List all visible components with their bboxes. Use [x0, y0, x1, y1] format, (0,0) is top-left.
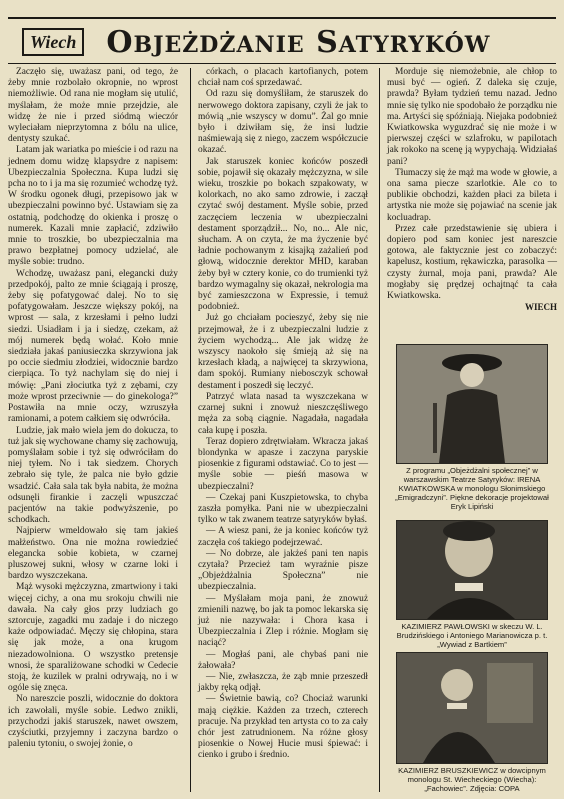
photo-kwiatkowska — [396, 344, 548, 464]
photo-bruszkiewicz — [396, 652, 548, 764]
article-column-3 — [387, 67, 557, 313]
header-rule — [8, 63, 556, 64]
photo-caption-3: KAZIMIERZ BRUSZKIEWICZ w dowcipnym monologu St. Wiecheckiego (Wiecha): „Fachowiec”. Zdjęcia: COPA — [398, 766, 546, 793]
paragraph: Zaczęło się, uważasz pani, od tego, że żeby mnie rozbolało okropnie, no wprost niemożliwie. Od rana nie mogłam się utulić, myślałam, że może mnie przejdzie, ale widzę że nie i przed siódmą wieczór wyleciałam nieprzytomna z bólu na ulice, dentysty szukać. — [8, 67, 178, 145]
column-divider-1 — [190, 68, 191, 792]
paragraph: Już go chciałam pocieszyć, żeby się nie przejmował, że i z ubezpieczalni ludzie z życiem wychodzą... Ale jak widzę że wszyscy naokoło się śmieją aż się na krzesłach kładą, a najwięcej ta skrzywiona, dam spokój. Rumiany niebosczyk schował destament i poszedł się leczyć. — [198, 313, 368, 391]
article-column-1 — [8, 67, 178, 795]
paragraph: Od razu się domyśliłam, że staruszek do nerwowego doktora zapisany, czyli że jak to mówią „nie wszyscy w domu”. Żal go mnie było i dziwiłam się, że insi ludzie naśmiewają się z niego, zaczem współczucie okazać. — [198, 89, 368, 156]
paragraph: — A wiesz pani, że ja koniec końców tyż zaczęła coś takiego podejrzewać. — [198, 526, 368, 548]
paragraph: Latam jak wariatka po mieście i od razu na jednem domu widzę klapsydre z napisem: Ubezpieczalnia Społeczna. Kupa ludzi się pcha no to i ja ma się rozumieć wchodzę tyż. W środku ogonek długi, przepisowo jak w ubezpieczalni powinno być. Ustawiam się za ostatnią, podchodzę do okienka i proszę o numerek. Kazali mnie zapłacić, zdziwiło mnie to troszkie, bo ubezpieczalnia ma prawo bezpłatnej pomocy udzielać, ale myśle sobie: trudno. — [8, 145, 178, 268]
photo-caption-2: KAZIMIERZ PAWŁOWSKI w skeczu W. L. Brudzińskiego i Antoniego Marianowicza p. t. „Wywiad z Bartkiem” — [396, 622, 548, 649]
paragraph: — Nie, zwłaszcza, że ząb mnie przeszedł jakby ręką odjął. — [198, 671, 368, 694]
paragraph: Teraz dopiero zdrętwiałam. Wkracza jakaś blondynka w apasze i zaczyna paryskie piosenkie z figurami odstawiać. Co to jest — myśle sobie — pieśń masowa w ubezpieczalni? — [198, 436, 368, 492]
paragraph: Tłumaczy się że mąż ma wode w głowie, a ona sama piecze szarlotkie. Ale co to publikie obchodzi, każden płaci za bileta i artystka nie może się pojawiać na scenie jak kocluadrap. — [387, 167, 557, 223]
paragraph: — No dobrze, ale jakżeś pani ten napis czytała? Przecież tam wyraźnie pisze „Objeżdżalnia Społeczna” nie ubezpieczalnia. — [198, 548, 368, 593]
photo-figure — [397, 345, 547, 463]
article-column-2 — [198, 67, 368, 795]
column-divider-2 — [379, 68, 380, 792]
photo-caption-1: Z programu „Objeżdżalni społecznej” w warszawskim Teatrze Satyryków: IRENA KWIATKOWSKA w monologu Słonimskiego „Emigradczyni”. Piękne dekoracje projektował Eryk Lipiński — [395, 466, 549, 511]
paragraph: Morduje się niemożebnie, ale chłop to musi być — ogień. Z daleka się czuje, prawda? Byłam tydzień temu nazad. Jedno mnie się tylko nie spodobało że porządku nie ma. Artyści się spóźniają. Niejaka podobnież Kwiatkowska wyguzdrać się nie może i w pierwszej części w szlafroku, w papilotach jak rokoko na scenę ją wypychają. Widziałaś pani? — [387, 67, 557, 167]
paragraph: — Czekaj pani Kuszpietowska, to chyba zaszła pomyłka. Pani nie w ubezpieczalni tylko w tak zwanem teatrze satyryków byłaś. — [198, 492, 368, 526]
photo-pawlowski — [396, 520, 548, 620]
paragraph: — Mogłaś pani, ale chybaś pani nie żałowała? — [198, 649, 368, 671]
paragraph: Wchodzę, uważasz pani, elegancki duży przedpokój, palto ze mnie ściągają i proszę, żeby się pofatygować dalej. No to się pofatygowałam. Jeszcze większy pokój, na wprost — sala, z krzesłami i pełno ludzi siedzi. Usiadłam i ja i siedzę, czekam, aż mój numerek będą wołać. Koło mnie siedziała jakaś paniusieczka skrzywiona jak po occie siedmiu złodziei, widocznie bardzo cierpiąca. To tyż nachylam się do niej i mówię: „Pani złociutka tyż z zębami, czy może wprost przeciwnie — do ginekologa?” Postawiła na mnie oczy, wzruszyła ramionami, a potem całkiem się odwróciła. — [8, 268, 178, 425]
paragraph: Ludzie, jak mało wiela jem do dokucza, to tuż jak się wychowane chamy się zachowują, pomyślałam sobie i tyż się odwróciłam do niej tyłem. No i tak siedzem. Chorych zebrało się tyle, że palca nie było gdzie wsadzić. Cała sala tak była nabita, że można odsunęli firankie i zaczęli wpuszczać pacjentów na takie podwyższenie, po schodkach. — [8, 425, 178, 526]
photo-figure — [397, 653, 547, 763]
headline: OBJEŻDŻANIE SATYRYKÓW — [106, 24, 491, 60]
masthead — [8, 22, 556, 62]
paragraph: Patrzyć wlata nasad ta wyszczekana w czarnej sukni i znowuż nieszczęśliwego męża za sobą ciągnie. Nagadała, nagadała cała kupę i poszła. — [198, 391, 368, 436]
paragraph: — Myślałam moja pani, że znowuż zmienili nazwę, bo jak ta pomoc lekarska się już nie nazywała: i Chora kasa i Ubezpieczalnia i Zlep i różnie. Mogłam się naciąć? — [198, 593, 368, 649]
paragraph: Mąż wysoki mężczyzna, zmartwiony i taki więcej cichy, a ona mu srokoju chwili nie dawała. Na cały głos przy ludziach go sztorcuje, zagadki mu zadaje i do niczego każe odpowiadać. Męczy się chłopina, stara się jak może, a ona krugom niezadowolniona. O wszystko pretensje wnosi, że sparaliżowane schodki w Cedecie stoją, że kuzilek w pralni odrywają, no i w ogóle się znęca. — [8, 582, 178, 694]
paragraph: córkach, o placach kartofianych, potem chciał nam coś sprzedawać. — [198, 67, 368, 89]
paragraph: Przez całe przedstawienie się ubiera i dopiero pod sam koniec jest nareszcie gotowa, ale faktycznie jest co zobaczyć: kapelusz, kostium, rękawiczka, parasolka — czysty żurnal, moja pani, prawda? Ale mogłaby się prędzej ochajtnąć ta cała Kwiatkowska. — [387, 223, 557, 302]
kicker-label: Wiech — [22, 28, 84, 56]
paragraph: — Świetnie bawią, co? Chociaż warunki mają ciężkie. Każden za trzech, czterech pracuje. Na przykład ten artysta co to za cały chór jest zatrudnionem. Na różne głosy piosenkie o Nowej Hucie musi śpiewać: i cienko i grubo i średnio. — [198, 694, 368, 761]
author-signature: WIECH — [524, 302, 557, 313]
photo-figure — [397, 521, 547, 619]
paragraph: No nareszcie poszli, widocznie do doktora ich zawołali, myśle sobie. Ledwo znikli, przychodzi jakiś staruszek, nawet owszem, czyściutki, przyjemny i zaczyna bardzo o paleniu tytoniu, o swojej żonie, o — [8, 694, 178, 750]
top-rule — [8, 17, 556, 19]
paragraph: Najpierw wmeldowało się tam jakieś małżeństwo. Ona nie można rowiedzieć elegancka sobie kobieta, w czarnej pluszowej sukni, włosy w czarne loki i bardzo wyszczekana. — [8, 526, 178, 582]
paragraph: Jak staruszek koniec końców poszedł sobie, pojawił się okazały mężczyzna, w sile wieku, troszkie po bokach szpakowaty, w kolorkach, no ako samo zdrowie, i zaczął czytać swój destament. Myśle sobie, przed zaczęciem leczenia w ubezpieczalni destament sporządził... No, no... Ale nic, słucham. A on czyta, że ma życzenie być ładnie pochowanym z kisajką zażalień pod głową, widocznie derektor MHD, karaban żeby był w cztery konie, co do trumienki tyż bardzo wymagalny się okazał, nekrologia ma być zamieszczona w Expressie, i temuż podobnież. — [198, 156, 368, 313]
